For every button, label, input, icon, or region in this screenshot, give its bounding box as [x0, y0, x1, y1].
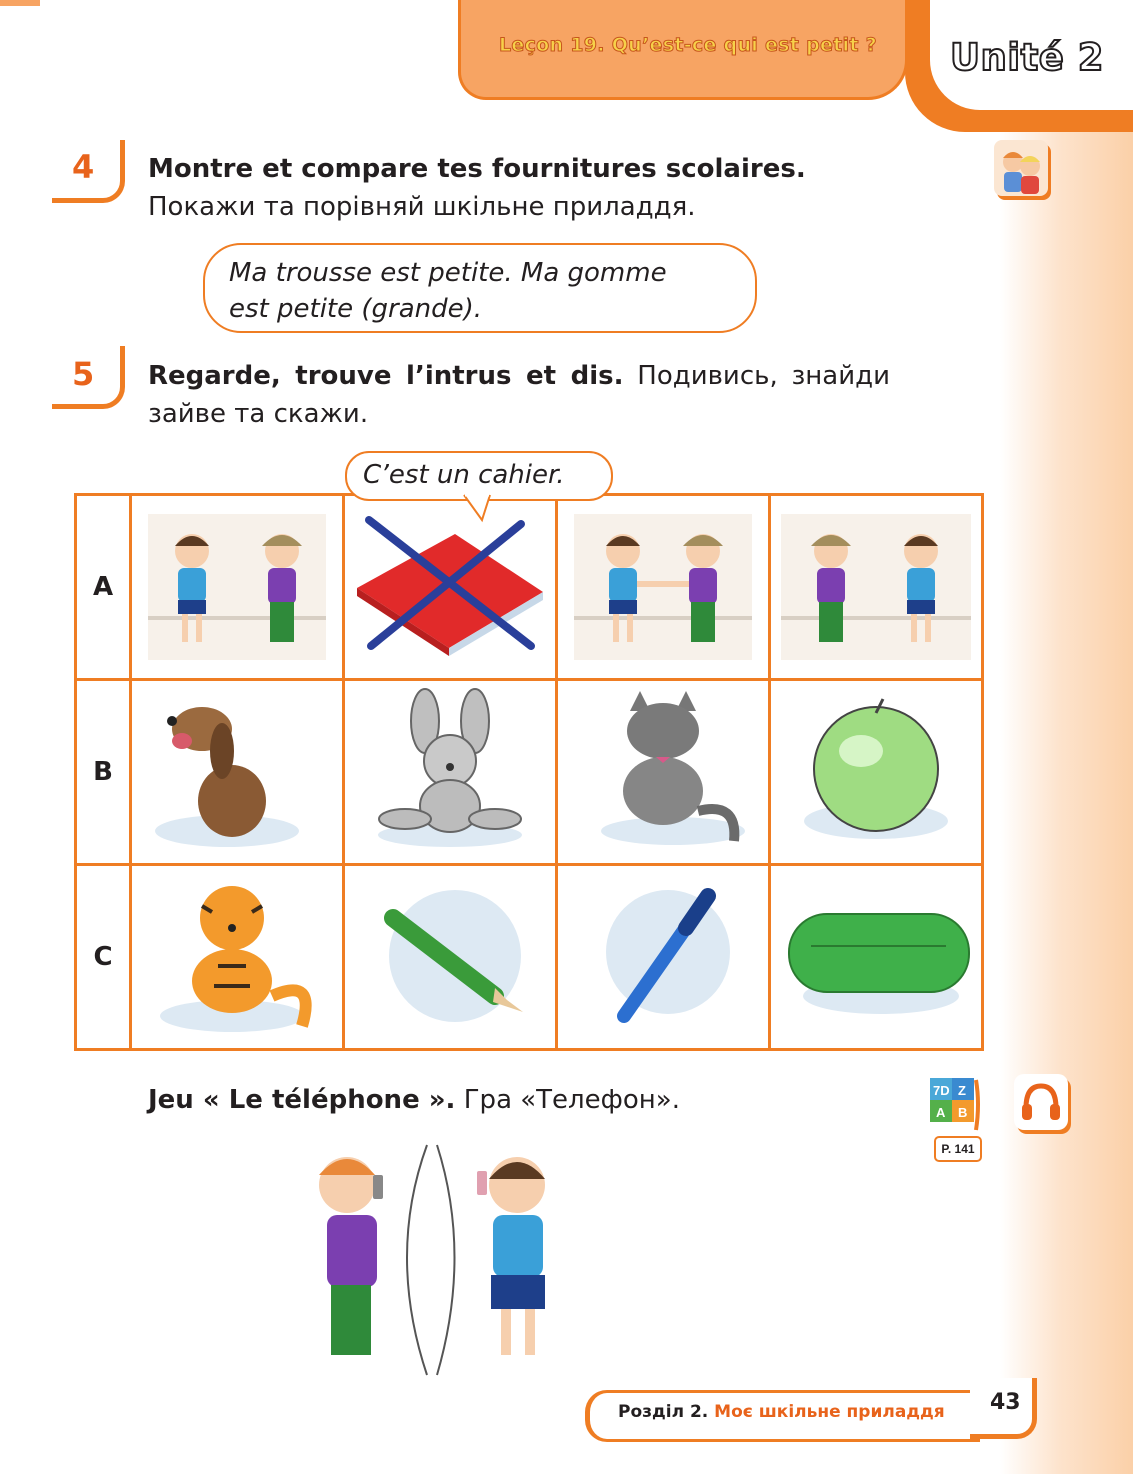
corner-decoration: [0, 0, 40, 6]
exercise-4-instruction-uk: Покажи та порівняй шкільне приладдя.: [148, 192, 696, 222]
pair-work-icon: [994, 140, 1048, 196]
odd-one-out-grid: [74, 493, 984, 1051]
cell-dog: [131, 680, 344, 865]
cell-apple: [770, 680, 983, 865]
exercise-5-instruction: [148, 357, 890, 433]
telephone-game-illustration: [277, 1135, 577, 1380]
exercise-4-instruction: [148, 150, 890, 226]
apple-illustration: [771, 681, 981, 859]
table-row: [76, 680, 983, 865]
row-label: C: [76, 865, 131, 1050]
exercise-4-instruction-fr: Montre et compare tes fournitures scolaires.: [148, 154, 806, 184]
greeting-wave-illustration: [771, 496, 981, 674]
footer-section: [618, 1402, 945, 1422]
exercise-5-instruction-uk: Подивись, знайди зайве та скажи.: [148, 361, 890, 429]
bubble-line-1: Ma trousse est petite. Ma gomme: [229, 258, 667, 288]
pen-illustration: [558, 866, 768, 1044]
game-title-uk: Гра «Телефон».: [463, 1085, 680, 1115]
pencil-case-illustration: [771, 866, 981, 1044]
unit-label: Unité 2: [950, 36, 1104, 79]
block-letter: Z: [958, 1083, 966, 1098]
row-label: A: [76, 495, 131, 680]
speech-bubble-tail: [460, 494, 500, 524]
cell-rabbit: [344, 680, 557, 865]
headphones-icon[interactable]: [1014, 1074, 1068, 1130]
footer-section-title: Моє шкільне приладдя: [714, 1402, 945, 1422]
block-letter: 7D: [933, 1083, 950, 1098]
table-row: [76, 495, 983, 680]
cell-pencil-case: [770, 865, 983, 1050]
game-title: [148, 1085, 680, 1115]
bubble-line-2: est petite (grande).: [229, 294, 483, 324]
side-decoration-band: [1000, 0, 1133, 1474]
lesson-title: Leçon 19. Qu’est-ce qui est petit ?: [499, 34, 877, 56]
pencil-illustration: [345, 866, 555, 1044]
row-label: B: [76, 680, 131, 865]
greeting-wave-illustration: [132, 496, 342, 674]
table-row: [76, 865, 983, 1050]
rabbit-toy-illustration: [345, 681, 555, 859]
page-reference-badge[interactable]: P. 141: [934, 1136, 982, 1162]
page-number: 43: [990, 1390, 1021, 1415]
cell-pen: [557, 865, 770, 1050]
cell-crossed-notebook: [344, 495, 557, 680]
exercise-5-number: 5: [72, 355, 95, 393]
footer-section-number: Розділ 2.: [618, 1402, 709, 1422]
block-letter: A: [936, 1105, 946, 1120]
exercise-4-number: 4: [72, 148, 95, 186]
exercise-5-bubble-text: C’est un cahier.: [363, 460, 565, 490]
block-letter: B: [958, 1105, 968, 1120]
exercise-5-instruction-fr: Regarde, trouve l’intrus et dis.: [148, 361, 624, 391]
handshake-illustration: [558, 496, 768, 674]
dog-toy-illustration: [132, 681, 342, 859]
cell-greeting-wave: [131, 495, 344, 680]
cell-pencil: [344, 865, 557, 1050]
game-title-fr: Jeu « Le téléphone ».: [148, 1085, 456, 1115]
cell-tiger: [131, 865, 344, 1050]
cell-handshake: [557, 495, 770, 680]
cell-cat: [557, 680, 770, 865]
cat-toy-illustration: [558, 681, 768, 859]
tiger-toy-illustration: [132, 866, 342, 1044]
crossed-notebook-illustration: [345, 496, 555, 674]
exercise-4-speech-bubble: [203, 243, 757, 333]
cell-greeting-wave-2: [770, 495, 983, 680]
